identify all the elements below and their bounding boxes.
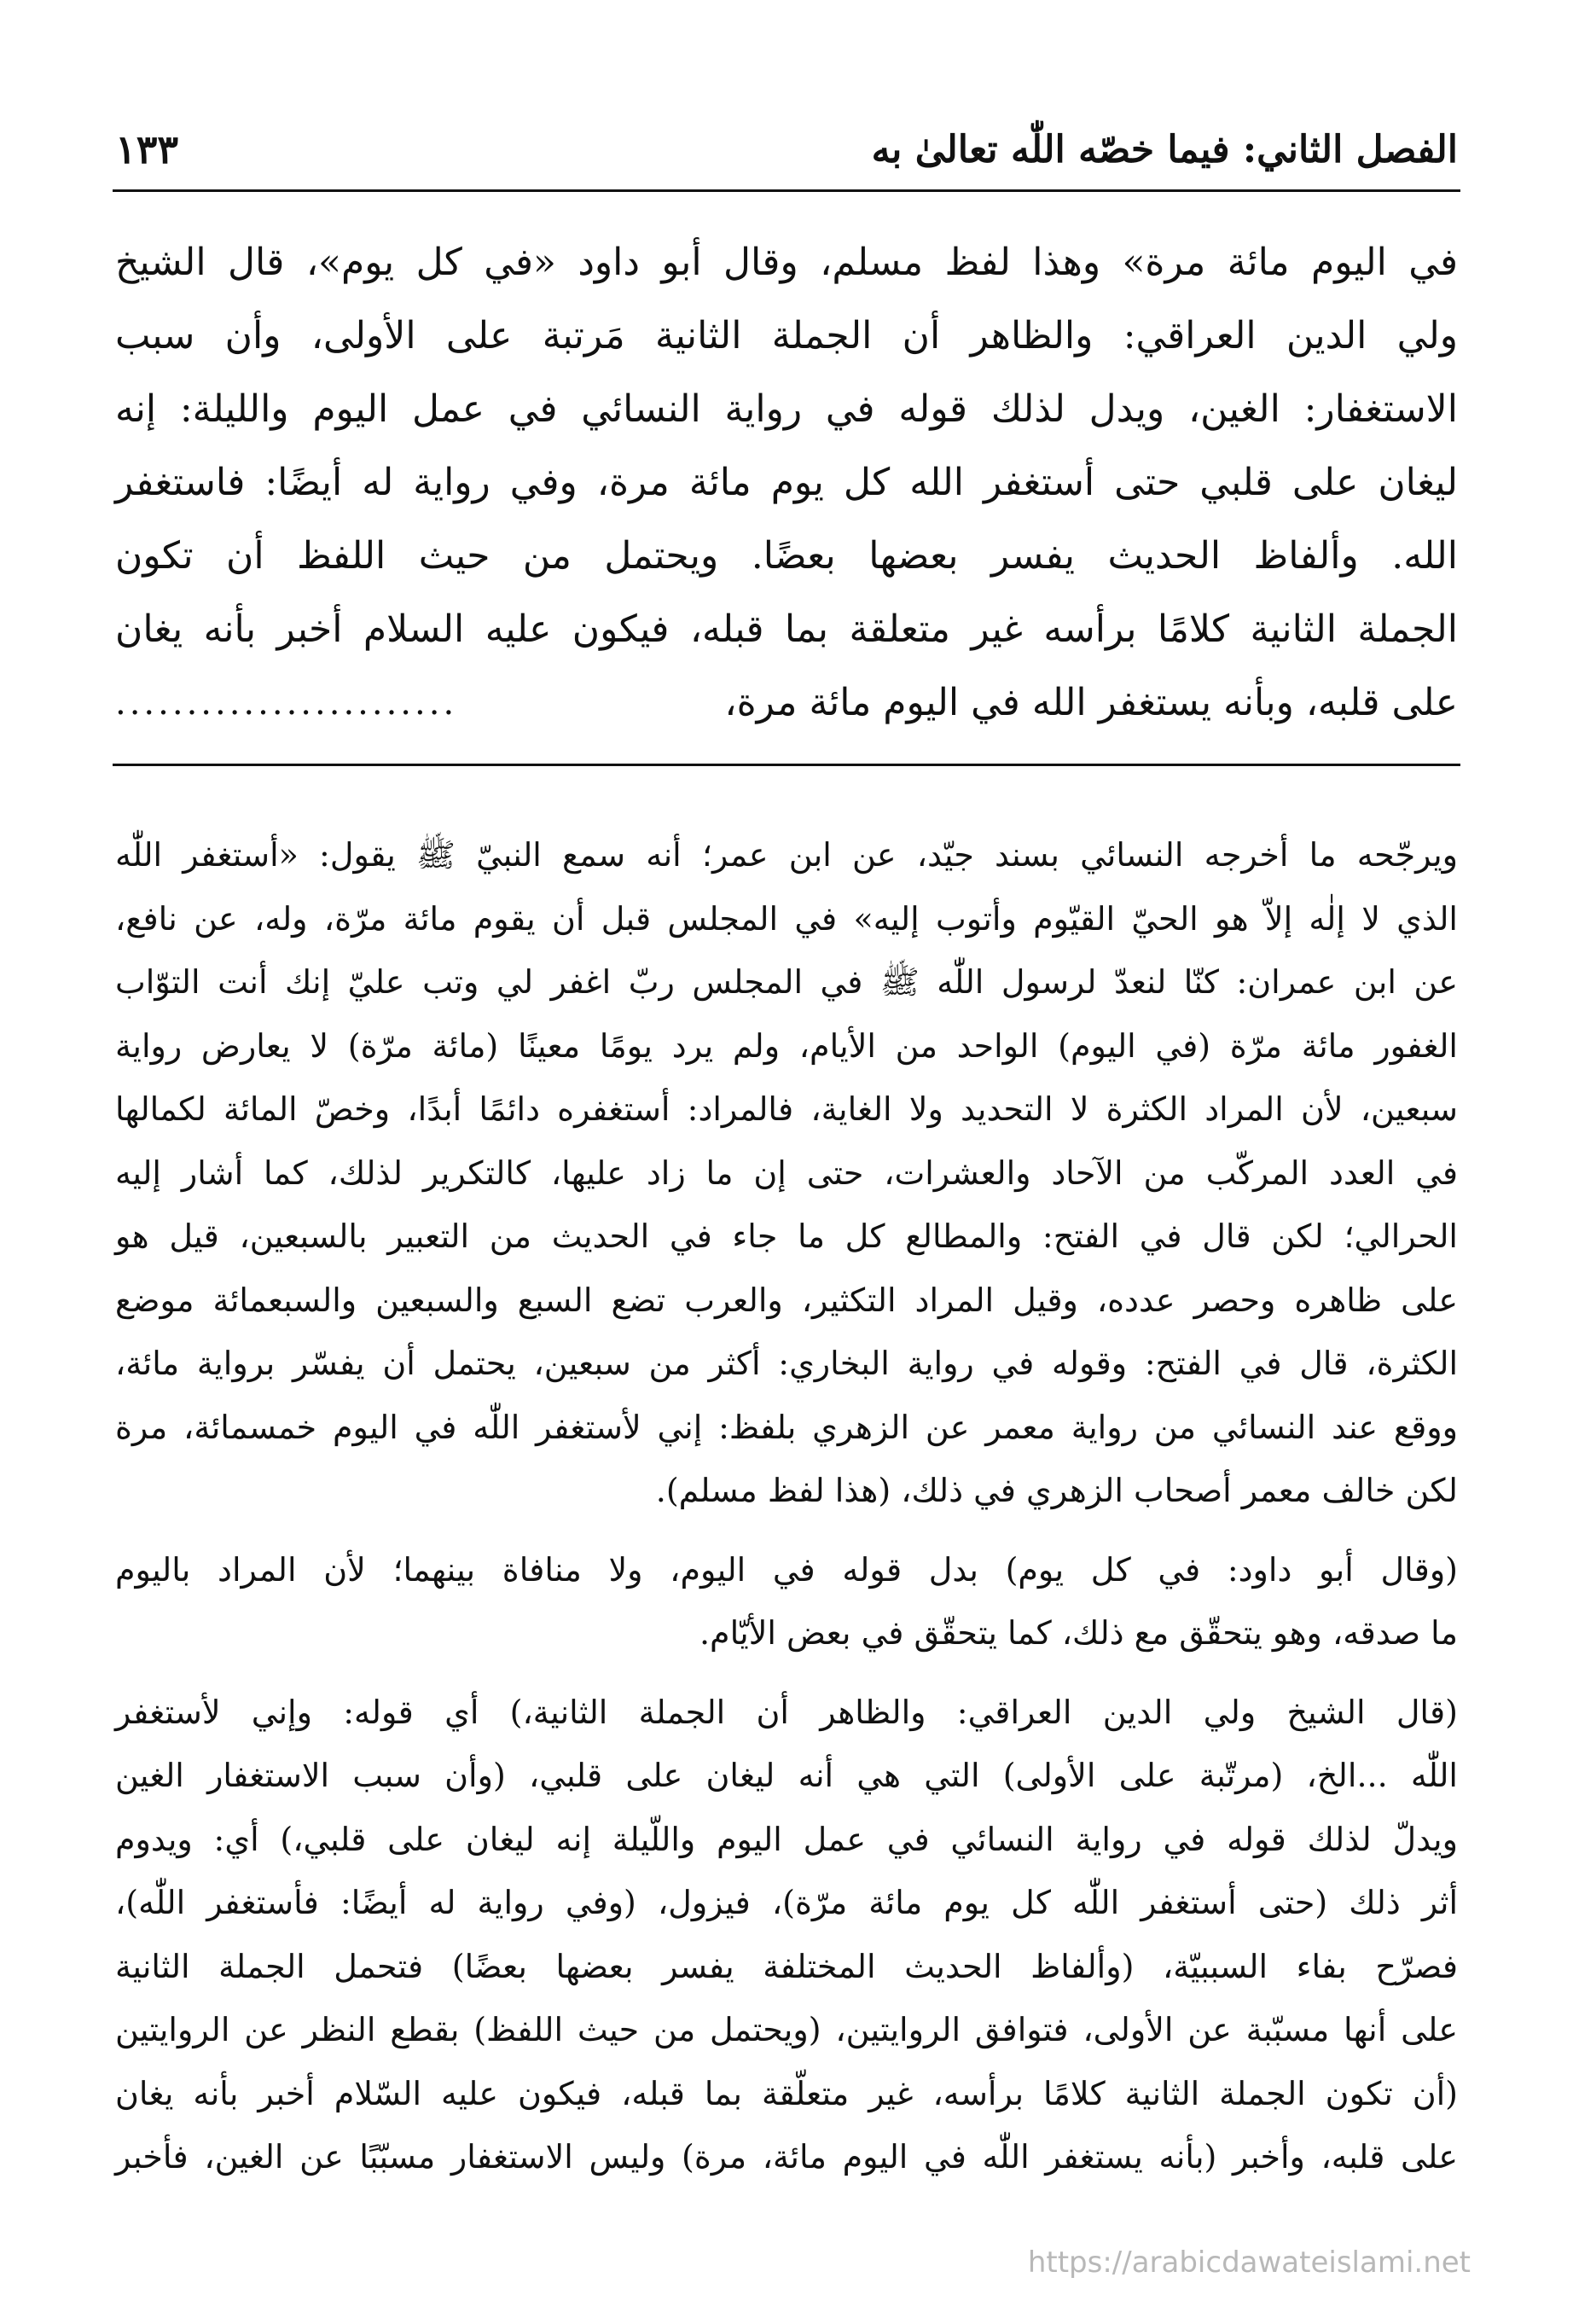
matn-last-line <box>115 666 1458 740</box>
sharh-line: لكن خالف معمر أصحاب الزهري في ذلك، (هذا لفظ مسلم). <box>655 1472 1458 1509</box>
header-rule <box>113 189 1460 192</box>
sharh-line: فصرّح بفاء السببيّة، (وألفاظ الحديث المختلفة يفسر بعضها بعضًا) فتحمل الجملة الثانية <box>115 1947 1458 1985</box>
matn-line: الجملة الثانية كلامًا برأسه غير متعلقة بما قبله، فيكون عليه السلام أخبر بأنه يغان <box>115 607 1458 651</box>
sharh-line: عن ابن عمران: كنّا لنعدّ لرسول اللّٰه ﷺ في المجلس ربّ اغفر لي وتب عليّ إنك أنت التوّاب <box>115 963 1458 1001</box>
ellipsis-dots: ........................ <box>115 683 458 723</box>
matn-text <box>115 226 1458 740</box>
sharh-line: ما صدقه، وهو يتحقّق مع ذلك، كما يتحقّق في بعض الأيّام. <box>699 1614 1458 1652</box>
matn-line: ليغان على قلبي حتى أستغفر الله كل يوم مائة مرة، وفي رواية له أيضًا: فاستغفر <box>115 461 1458 504</box>
paragraph-gap <box>115 1665 1458 1681</box>
sharh-text <box>115 823 1458 2189</box>
sharh-line: الذي لا إلٰه إلاّ هو الحيّ القيّوم وأتوب إليه» في المجلس قبل أن يقوم مائة مرّة، وله، عن نافع، <box>115 899 1458 938</box>
sharh-line: (قال الشيخ ولي الدين العراقي: والظاهر أن الجملة الثانية،) أي قوله: وإني لأستغفر <box>115 1693 1458 1731</box>
running-title: الفصل الثاني: فيما خصّه اللّٰه تعالىٰ به <box>871 127 1458 171</box>
sharh-line: أثر ذلك (حتى أستغفر اللّٰه كل يوم مائة مرّة)، فيزول، (وفي رواية له أيضًا: فأستغفر اللّٰه)، <box>115 1884 1458 1921</box>
matn-line: على قلبه، وبأنه يستغفر الله في اليوم مائة مرة، <box>724 681 1458 724</box>
sharh-line: سبعين، لأن المراد الكثرة لا التحديد ولا الغاية، فالمراد: أستغفره دائمًا أبدًا، وخصّ المائة لكمالها <box>115 1090 1458 1128</box>
matn-line: ولي الدين العراقي: والظاهر أن الجملة الثانية مَرتبة على الأولى، وأن سبب <box>115 314 1458 357</box>
sharh-line: على ظاهره وحصر عدده، وقيل المراد التكثير، والعرب تضع السبع والسبعين والسبعمائة موضع <box>115 1281 1458 1319</box>
watermark-url: https://arabicdawateislami.net <box>1027 2246 1471 2280</box>
matn-sharh-divider <box>113 764 1460 766</box>
sharh-line: (أن تكون الجملة الثانية كلامًا برأسه، غير متعلّقة بما قبله، فيكون عليه السّلام أخبر بأنه يغان <box>115 2074 1458 2112</box>
matn-line: في اليوم مائة مرة» وهذا لفظ مسلم، وقال أبو داود «في كل يوم»، قال الشيخ <box>115 241 1458 284</box>
sharh-line: على قلبه، وأخبر (بأنه يستغفر اللّٰه في اليوم مائة، مرة) وليس الاستغفار مسبّبًا عن الغين، فأخبر <box>115 2138 1458 2176</box>
sharh-line: (وقال أبو داود: في كل يوم) بدل قوله في اليوم، ولا منافاة بينهما؛ لأن المراد باليوم <box>115 1550 1458 1589</box>
sharh-line: ويدلّ لذلك قوله في رواية النسائي في عمل اليوم واللّيلة إنه ليغان على قلبي،) أي: ويدوم <box>115 1820 1458 1858</box>
sharh-line: اللّٰه ...الخ، (مرتّبة على الأولى) التي هي أنه ليغان على قلبي، (وأن سبب الاستغفار الغين <box>115 1757 1458 1794</box>
sharh-line: الكثرة، قال في الفتح: وقوله في رواية البخاري: أكثر من سبعين، يحتمل أن يفسّر برواية مائة، <box>115 1345 1458 1382</box>
sharh-line: ويرجّحه ما أخرجه النسائي بسند جيّد، عن ابن عمر؛ أنه سمع النبيّ ﷺ يقول: «أستغفر اللّٰه <box>115 836 1458 874</box>
sharh-line: ووقع عند النسائي من رواية معمر عن الزهري بلفظ: إني لأستغفر اللّٰه في اليوم خمسمائة، مرة <box>115 1408 1458 1446</box>
matn-line: الاستغفار: الغين، ويدل لذلك قوله في رواية النسائي في عمل اليوم والليلة: إنه <box>115 387 1458 431</box>
sharh-line: الغفور مائة مرّة (في اليوم) الواحد من الأيام، ولم يرد يومًا معينًا (مائة مرّة) لا يعارض رواية <box>115 1026 1458 1065</box>
sharh-line: في العدد المركّب من الآحاد والعشرات، حتى إن ما زاد عليها، كالتكرير لذلك، كما أشار إليه <box>115 1153 1458 1192</box>
page-header <box>115 115 1458 183</box>
sharh-line: على أنها مسبّبة عن الأولى، فتوافق الروايتين، (ويحتمل من حيث اللفظ) بقطع النظر عن الروايتين <box>115 2011 1458 2048</box>
sharh-line: الحرالي؛ لكن قال في الفتح: والمطالع كل ما جاء في الحديث من التعبير بالسبعين، قيل هو <box>115 1217 1458 1255</box>
page-number: ١٣٣ <box>115 126 179 172</box>
matn-line: الله. وألفاظ الحديث يفسر بعضها بعضًا. ويحتمل من حيث اللفظ أن تكون <box>115 534 1458 578</box>
paragraph-gap <box>115 1523 1458 1538</box>
